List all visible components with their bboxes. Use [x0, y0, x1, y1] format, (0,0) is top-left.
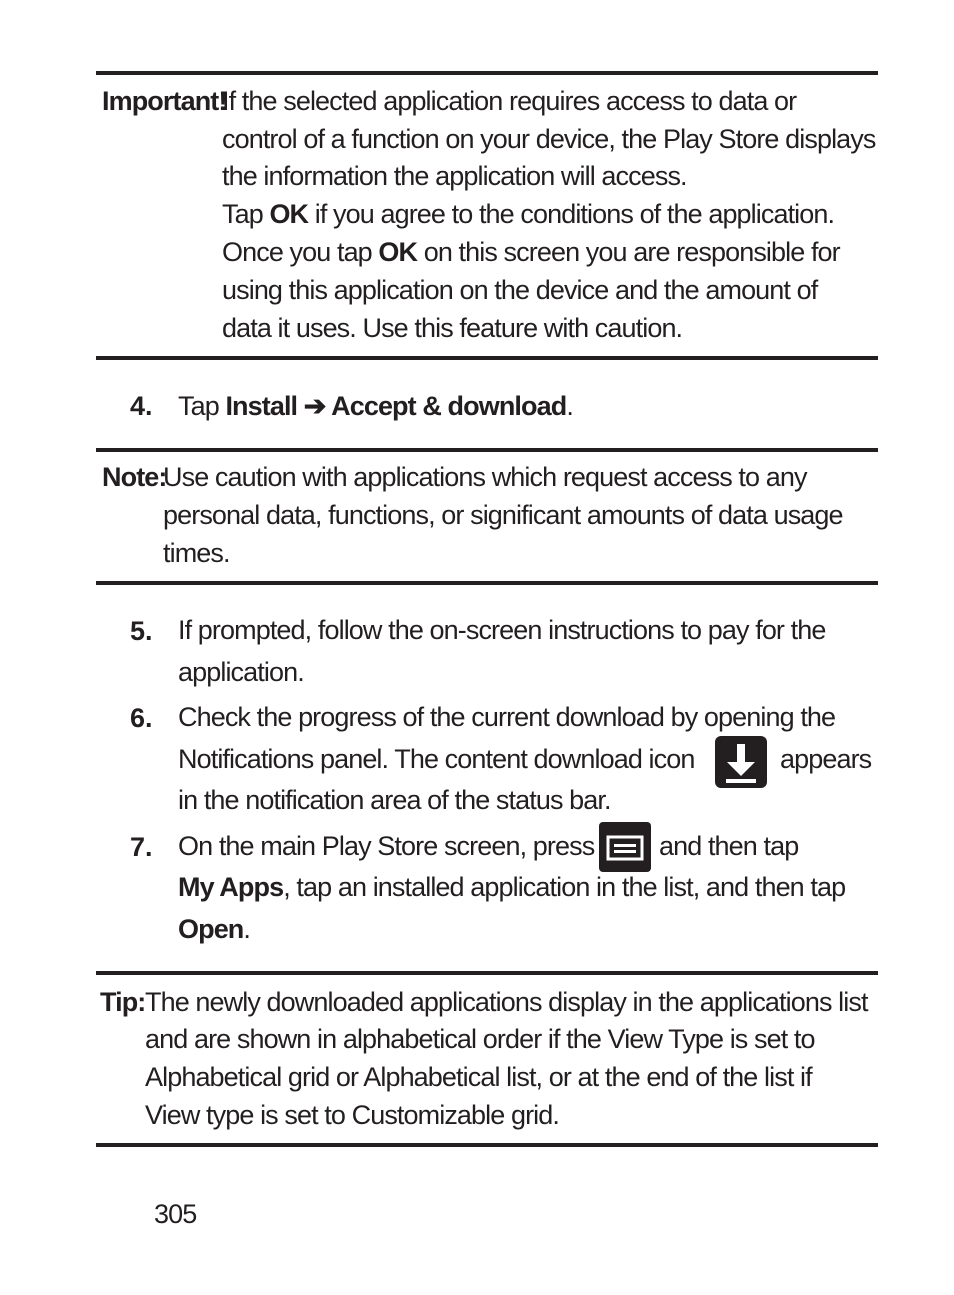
step-7-line-1b: and then tap — [659, 831, 799, 861]
tip-label: Tip: — [100, 987, 146, 1017]
step-4-number: 4. — [130, 391, 153, 421]
important-line-5: Once you tap OK on this screen you are responsible for — [222, 237, 840, 267]
important-line-3: the information the application will access. — [222, 161, 687, 191]
note-line-2: personal data, functions, or significant amounts of data usage — [163, 500, 843, 530]
step-6-line-1: Check the progress of the current download by opening the — [178, 702, 836, 732]
important-line-7: data it uses. Use this feature with caution. — [222, 313, 683, 343]
important-top-rule — [96, 71, 878, 75]
important-label: Important! — [102, 86, 227, 116]
tip-line-1: The newly downloaded applications display in the applications list — [145, 987, 868, 1017]
step-6-line-2b: appears — [780, 744, 872, 774]
step-6-line-3: in the notification area of the status bar. — [178, 785, 611, 815]
step-5-line-2: application. — [178, 657, 304, 687]
important-line-4: Tap OK if you agree to the conditions of the application. — [222, 199, 835, 229]
page-number: 305 — [154, 1199, 197, 1229]
tip-line-4: View type is set to Customizable grid. — [145, 1100, 560, 1130]
menu-icon — [599, 822, 651, 872]
step-7-line-3: Open. — [178, 914, 251, 944]
step-7-number: 7. — [130, 832, 153, 862]
tip-line-2: and are shown in alphabetical order if the View Type is set to — [145, 1024, 815, 1054]
important-bottom-rule — [96, 356, 878, 360]
step-5-line-1: If prompted, follow the on-screen instructions to pay for the — [178, 615, 826, 645]
step-7-line-1a: On the main Play Store screen, press — [178, 831, 595, 861]
tip-top-rule — [96, 971, 878, 975]
note-line-3: times. — [163, 538, 230, 568]
step-6-line-2a: Notifications panel. The content download icon — [178, 744, 695, 774]
download-icon — [715, 736, 767, 788]
note-label: Note: — [102, 462, 167, 492]
step-7-line-2: My Apps, tap an installed application in the list, and then tap — [178, 872, 846, 902]
step-6-number: 6. — [130, 703, 153, 733]
important-line-2: control of a function on your device, the Play Store displays — [222, 124, 876, 154]
step-4-text: Tap Install ➔ Accept & download. — [178, 391, 573, 421]
important-line-1: If the selected application requires access to data or — [222, 86, 797, 116]
tip-bottom-rule — [96, 1143, 878, 1147]
tip-line-3: Alphabetical grid or Alphabetical list, or at the end of the list if — [145, 1062, 812, 1092]
important-line-6: using this application on the device and the amount of — [222, 275, 818, 305]
step-5-number: 5. — [130, 616, 153, 646]
note-line-1: Use caution with applications which request access to any — [163, 462, 807, 492]
note-top-rule — [96, 448, 878, 452]
note-bottom-rule — [96, 581, 878, 585]
